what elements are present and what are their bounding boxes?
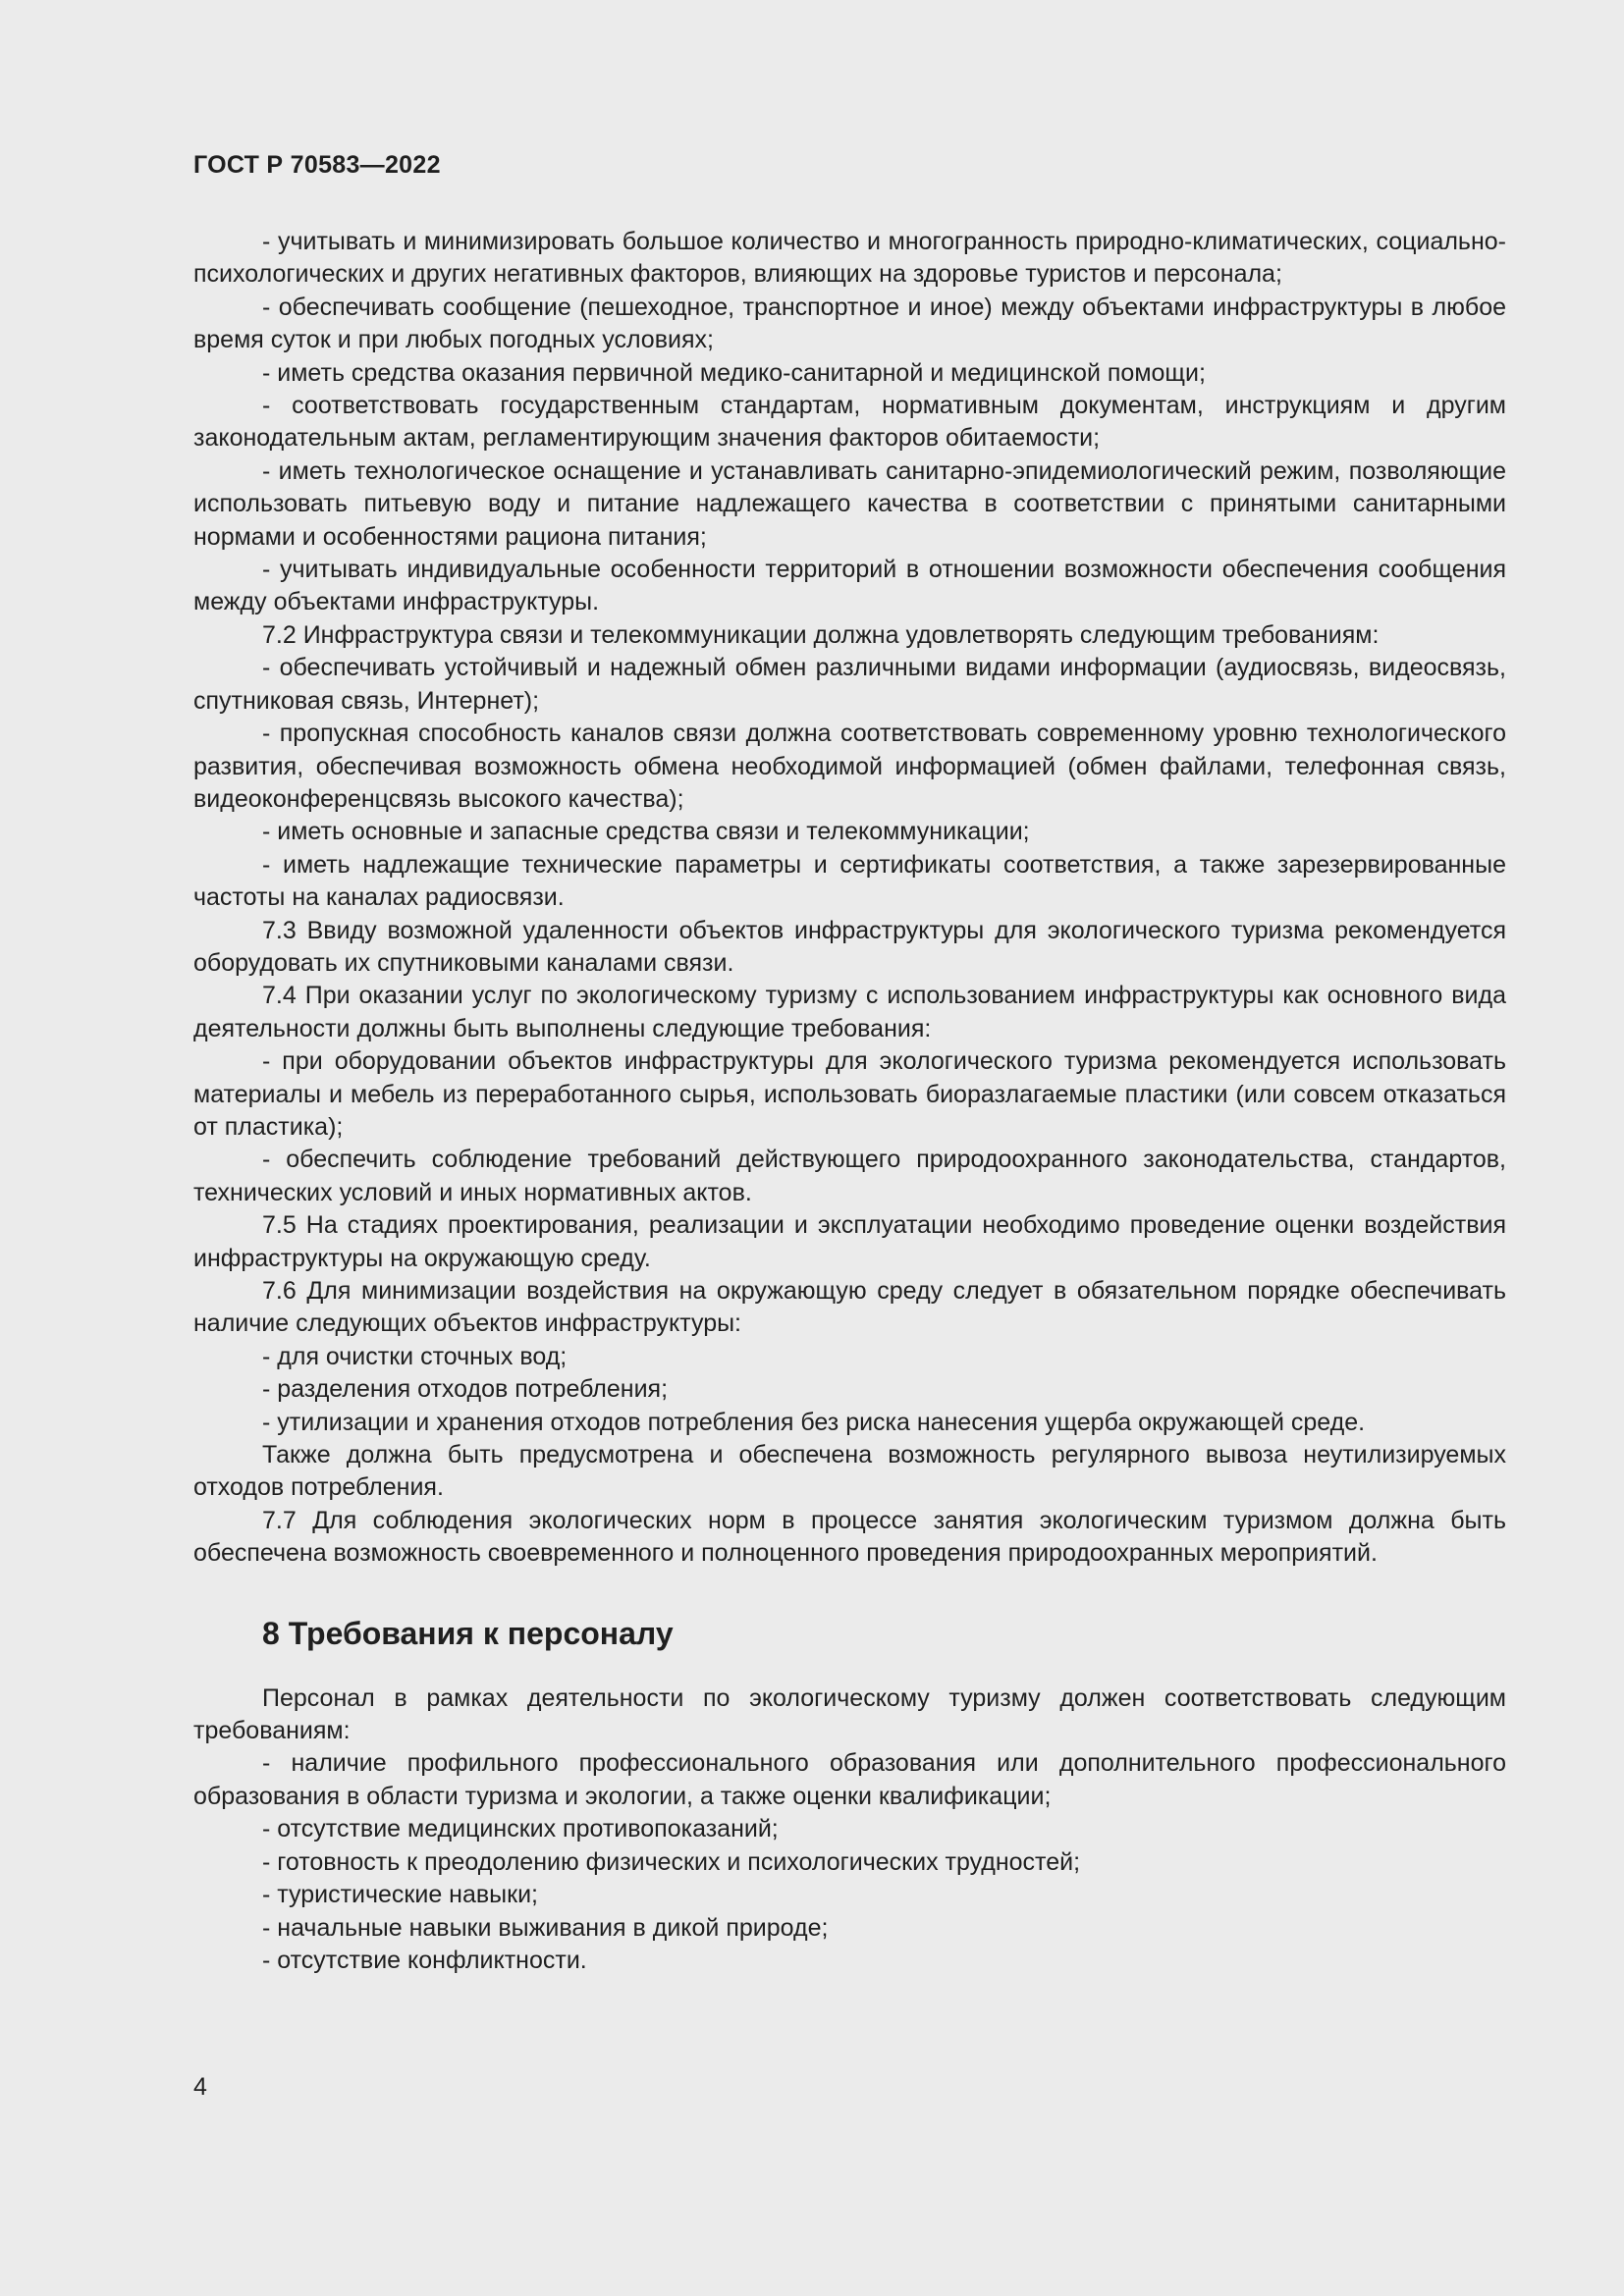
- paragraph: - обеспечить соблюдение требований действующего природоохранного законодательства, стандартов, технических условий и иных нормативных актов.: [193, 1146, 1506, 1206]
- paragraph: Также должна быть предусмотрена и обеспечена возможность регулярного вывоза неутилизируемых отходов потребления.: [193, 1441, 1506, 1502]
- paragraph: - начальные навыки выживания в дикой природе;: [262, 1913, 829, 1942]
- paragraph: - иметь технологическое оснащение и устанавливать санитарно-эпидемиологический режим, позволяющие использовать питьевую воду и питание надлежащего качества в соответствии с принятыми санитарными нормами и особенностями рациона питания;: [193, 456, 1506, 551]
- section-8-title: 8 Требования к персоналу: [262, 1615, 674, 1651]
- clause-7-7: 7.7 Для соблюдения экологических норм в процессе занятия экологическим туризмом должна быть обеспечена возможность своевременного и полноценного проведения природоохранных мероприятий.: [193, 1506, 1506, 1568]
- paragraph: - наличие профильного профессионального образования или дополнительного профессионального образования в области туризма и экологии, а также оценки квалификации;: [193, 1749, 1506, 1810]
- clause-7-6: 7.6 Для минимизации воздействия на окружающую среду следует в обязательном порядке обеспечивать наличие следующих объектов инфраструктуры:: [193, 1277, 1506, 1338]
- paragraph: - иметь средства оказания первичной медико-санитарной и медицинской помощи;: [262, 358, 1206, 387]
- paragraph: - учитывать и минимизировать большое количество и многогранность природно-климатических, социально-психологических и других негативных факторов, влияющих на здоровье туристов и персонала;: [193, 228, 1506, 289]
- clause-7-5: 7.5 На стадиях проектирования, реализации и эксплуатации необходимо проведение оценки воздействия инфраструктуры на окружающую среду.: [193, 1211, 1506, 1272]
- paragraph: - обеспечивать устойчивый и надежный обмен различными видами информации (аудиосвязь, видеосвязь, спутниковая связь, Интернет);: [193, 654, 1506, 715]
- paragraph: Персонал в рамках деятельности по экологическому туризму должен соответствовать следующим требованиям:: [193, 1683, 1506, 1745]
- paragraph: - готовность к преодолению физических и психологических трудностей;: [262, 1847, 1081, 1876]
- paragraph: - иметь надлежащие технические параметры и сертификаты соответствия, а также зарезервированные частоты на каналах радиосвязи.: [193, 850, 1506, 912]
- paragraph: - разделения отходов потребления;: [262, 1375, 669, 1404]
- paragraph: - обеспечивать сообщение (пешеходное, транспортное и иное) между объектами инфраструктуры в любое время суток и при любых погодных условиях;: [193, 293, 1506, 354]
- paragraph: - пропускная способность каналов связи должна соответствовать современному уровню технологического развития, обеспечивая возможность обмена необходимой информацией (обмен файлами, телефонная связь, видеоконференцсвязь высокого качества);: [193, 720, 1506, 813]
- body-text: [193, 226, 1506, 1977]
- page-number: 4: [193, 2073, 207, 2101]
- paragraph: - отсутствие медицинских противопоказаний;: [262, 1815, 779, 1843]
- paragraph: - иметь основные и запасные средства связи и телекоммуникации;: [262, 818, 1030, 846]
- paragraph: - отсутствие конфликтности.: [262, 1946, 587, 1974]
- clause-7-2: 7.2 Инфраструктура связи и телекоммуникации должна удовлетворять следующим требованиям:: [262, 620, 1380, 649]
- document-code-header: ГОСТ Р 70583—2022: [193, 151, 441, 179]
- clause-7-4: 7.4 При оказании услуг по экологическому туризму с использованием инфраструктуры как основного вида деятельности должны быть выполнены следующие требования:: [193, 982, 1506, 1042]
- paragraph: - при оборудовании объектов инфраструктуры для экологического туризма рекомендуется использовать материалы и мебель из переработанного сырья, использовать биоразлагаемые пластики (или совсем отказаться от пластика);: [193, 1047, 1506, 1141]
- clause-7-3: 7.3 Ввиду возможной удаленности объектов инфраструктуры для экологического туризма рекомендуется оборудовать их спутниковыми каналами связи.: [193, 916, 1506, 977]
- paragraph: - для очистки сточных вод;: [262, 1342, 568, 1370]
- paragraph: - туристические навыки;: [262, 1881, 538, 1909]
- paragraph: - соответствовать государственным стандартам, нормативным документам, инструкциям и другим законодательным актам, регламентирующим значения факторов обитаемости;: [193, 392, 1506, 453]
- paragraph: - утилизации и хранения отходов потребления без риска нанесения ущерба окружающей среде.: [262, 1408, 1366, 1436]
- paragraph: - учитывать индивидуальные особенности территорий в отношении возможности обеспечения сообщения между объектами инфраструктуры.: [193, 556, 1506, 616]
